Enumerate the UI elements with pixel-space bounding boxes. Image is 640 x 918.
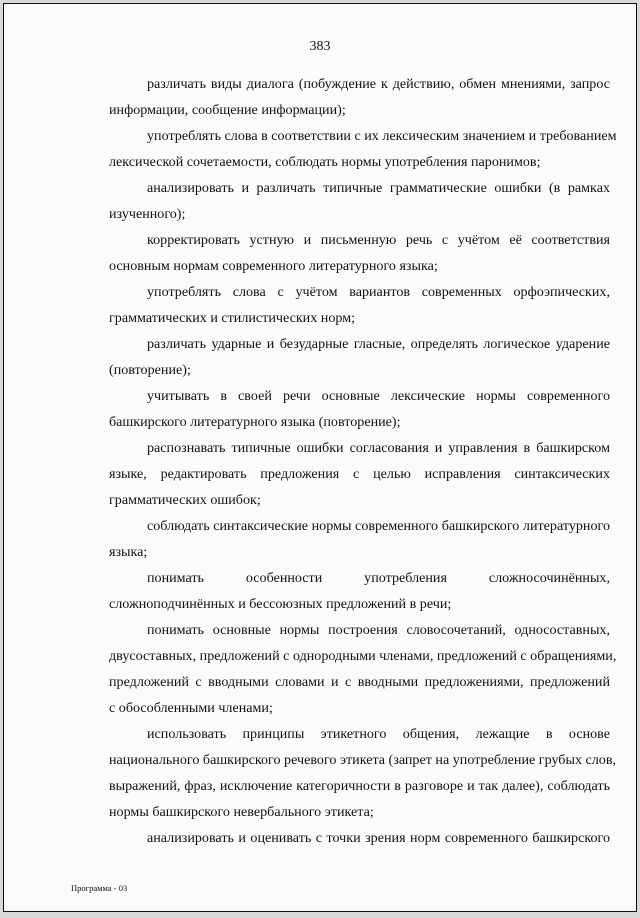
page-number: 383 xyxy=(309,39,331,54)
paragraph-line: национального башкирского речевого этикета (запрет на употребление грубых слов, xyxy=(109,752,617,768)
paragraph-analysis-evaluation xyxy=(71,825,610,851)
paragraph-dialogue-types xyxy=(71,71,610,123)
paragraph-line: анализировать и оценивать с точки зрения норм современного башкирского xyxy=(147,830,610,846)
paragraph-line: сложноподчинённых и бессоюзных предложений в речи; xyxy=(109,596,452,612)
paragraph-line: учитывать в своей речи основные лексические нормы современного xyxy=(147,388,610,404)
paragraph-speech-correction xyxy=(71,227,610,279)
document-body xyxy=(71,71,617,851)
document-page xyxy=(3,3,637,912)
page-footer: Программа - 03 xyxy=(71,883,128,893)
paragraph-line: изученного); xyxy=(109,206,186,222)
paragraph-line: корректировать устную и письменную речь с учётом её соответствия xyxy=(147,232,610,248)
paragraph-line: различать виды диалога (побуждение к действию, обмен мнениями, запрос xyxy=(147,76,610,92)
paragraph-complex-sentences xyxy=(71,565,610,617)
paragraph-line: нормы башкирского невербального этикета; xyxy=(109,804,374,820)
paragraph-line: грамматических ошибок; xyxy=(109,492,261,508)
paragraph-line: соблюдать синтаксические нормы современного башкирского литературного xyxy=(147,518,610,534)
paragraph-line: основным нормам современного литературного языка; xyxy=(109,258,438,274)
paragraph-stressed-vowels xyxy=(71,331,610,383)
paragraph-line: употреблять слова в соответствии с их лексическим значением и требованием xyxy=(147,128,617,144)
paragraph-line: (повторение); xyxy=(109,362,191,378)
paragraph-line: использовать принципы этикетного общения, лежащие в основе xyxy=(147,726,610,742)
paragraph-line: понимать основные нормы построения словосочетаний, односоставных, xyxy=(147,622,610,638)
paragraph-line: распознавать типичные ошибки согласования и управления в башкирском xyxy=(147,440,610,456)
paragraph-line: употреблять слова с учётом вариантов современных орфоэпических, xyxy=(147,284,610,300)
paragraph-line: с обособленными членами; xyxy=(109,700,273,716)
paragraph-grammar-errors xyxy=(71,175,610,227)
paragraph-agreement-errors xyxy=(71,435,610,513)
paragraph-line: информации, сообщение информации); xyxy=(109,102,346,118)
paragraph-line: анализировать и различать типичные грамматические ошибки (в рамках xyxy=(147,180,610,196)
paragraph-line: языке, редактировать предложения с целью исправления синтаксических xyxy=(109,466,610,482)
paragraph-line: различать ударные и безударные гласные, определять логическое ударение xyxy=(147,336,610,352)
paragraph-line: лексической сочетаемости, соблюдать нормы употребления паронимов; xyxy=(109,154,541,170)
paragraph-line: предложений с вводными словами и с вводными предложениями, предложений xyxy=(109,674,610,690)
paragraph-lexical-meaning xyxy=(71,123,617,175)
paragraph-line: двусоставных, предложений с однородными членами, предложений с обращениями, xyxy=(109,648,617,664)
paragraph-syntax-norms xyxy=(71,513,610,565)
paragraph-line: понимать особенности употребления сложносочинённых, xyxy=(147,570,610,586)
paragraph-orthoepic-norms xyxy=(71,279,610,331)
paragraph-line: языка; xyxy=(109,544,148,560)
paragraph-construction-norms xyxy=(71,617,617,721)
paragraph-etiquette xyxy=(71,721,617,825)
paragraph-line: грамматических и стилистических норм; xyxy=(109,310,356,326)
paragraph-line: башкирского литературного языка (повторение); xyxy=(109,414,401,430)
paragraph-line: выражений, фраз, исключение категоричности в разговоре и так далее), соблюдать xyxy=(109,778,610,794)
paragraph-lexical-norms xyxy=(71,383,610,435)
